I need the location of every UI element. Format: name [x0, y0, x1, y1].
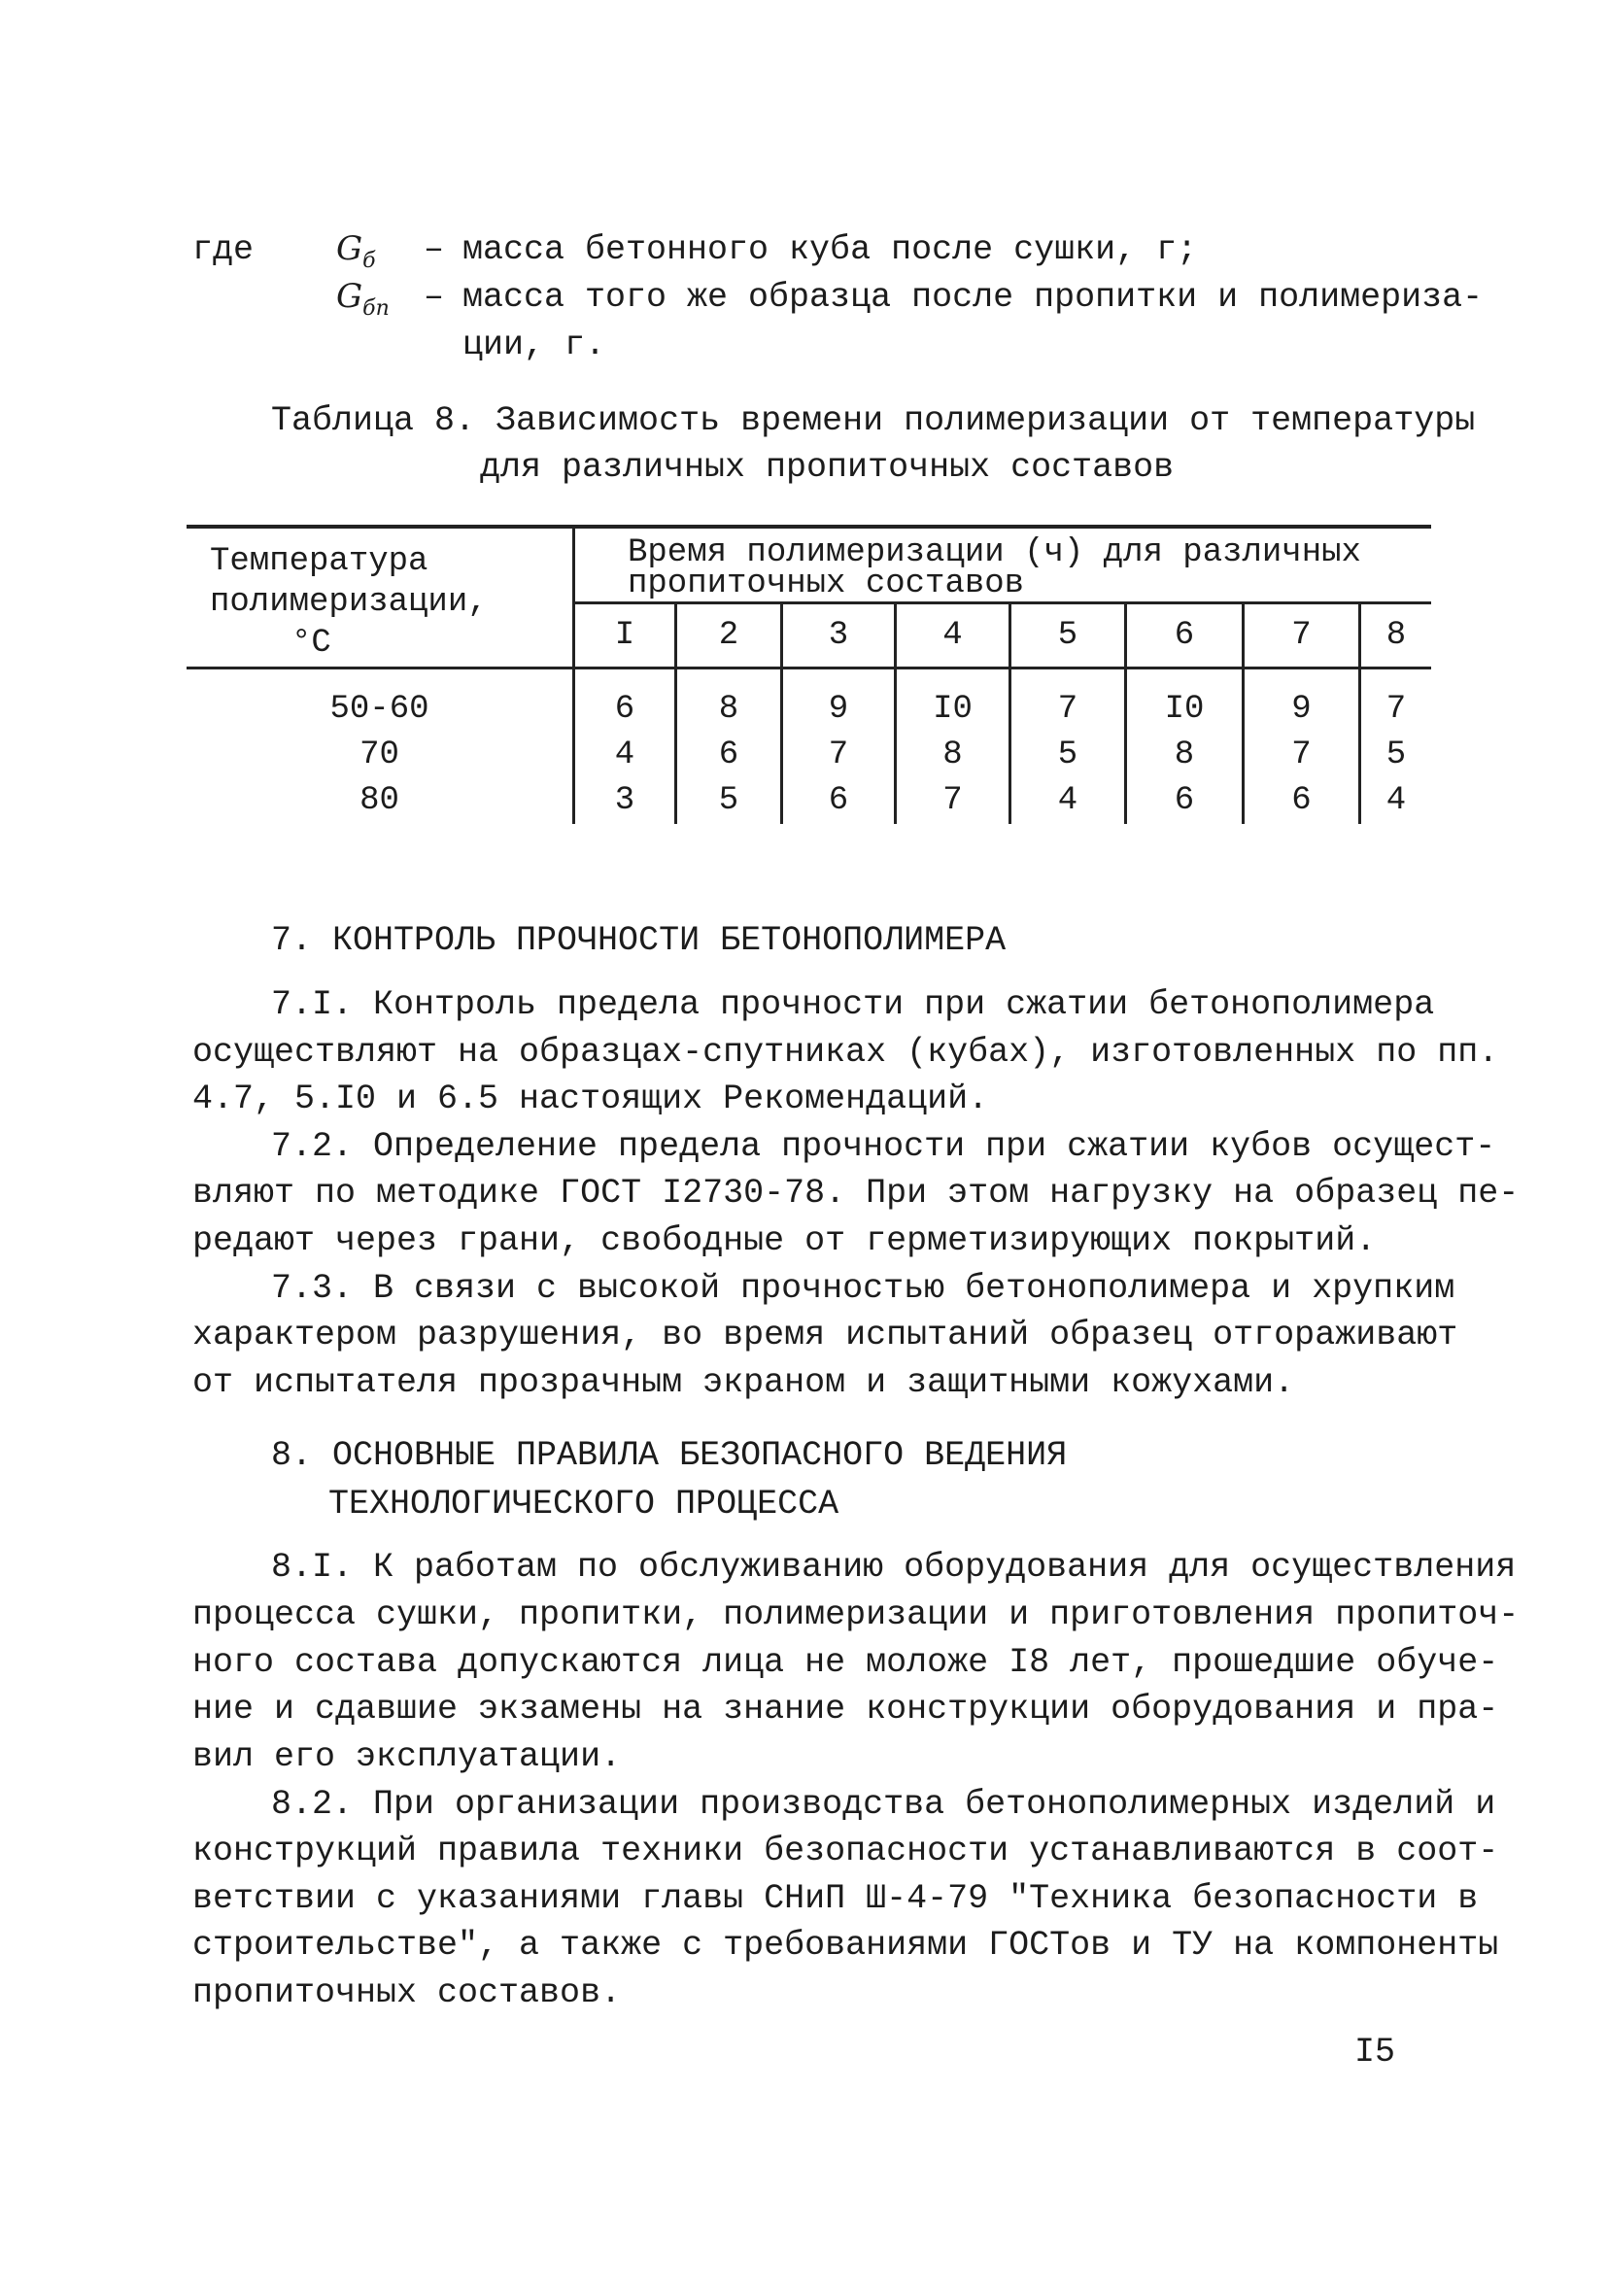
value-cell: 3	[574, 778, 676, 824]
value-cell: 8	[676, 668, 782, 734]
table-8	[187, 528, 1431, 824]
value-cell: 6	[782, 778, 896, 824]
value-cell: 7	[1244, 733, 1360, 778]
table-row	[187, 733, 1431, 778]
p71-line2: осуществляют на образцах-спутниках (кубах), изготовленных по пп.	[192, 1033, 1499, 1072]
p81-line1: 8.I. К работам по обслуживанию оборудования для осуществления	[271, 1548, 1517, 1587]
time-header-line1: Время полимеризации (ч) для различных	[628, 534, 1361, 571]
temperature-header	[187, 528, 574, 668]
symbol-g-bp: $G_{бп}$	[336, 277, 390, 321]
section-7-title: 7. КОНТРОЛЬ ПРОЧНОСТИ БЕТОНОПОЛИМЕРА	[271, 921, 1007, 960]
p72-line2: вляют по методике ГОСТ I2730-78. При этом нагрузку на образец пе-	[192, 1174, 1520, 1213]
p73-line2: характером разрушения, во время испытаний образец отгораживают	[192, 1316, 1458, 1354]
p71-line3: 4.7, 5.I0 и 6.5 настоящих Рекомендаций.	[192, 1079, 989, 1118]
where-label: где	[192, 230, 255, 269]
value-cell: 8	[1126, 733, 1244, 778]
def-text-2: масса того же образца после пропитки и полимериза-	[462, 278, 1484, 317]
section-8-title-line2: ТЕХНОЛОГИЧЕСКОГО ПРОЦЕССА	[328, 1485, 839, 1524]
value-cell: 6	[574, 668, 676, 734]
p82-line2: конструкций правила техники безопасности устанавливаются в соот-	[192, 1832, 1499, 1870]
def-dash-2: –	[424, 278, 445, 317]
column-header: I	[574, 603, 676, 668]
table-row	[187, 778, 1431, 824]
p72-line3: редают через грани, свободные от герметизирующих покрытий.	[192, 1221, 1377, 1260]
p81-line4: ние и сдавшие экзамены на знание конструкции оборудования и пра-	[192, 1690, 1499, 1729]
value-cell: 7	[896, 778, 1010, 824]
p82-line3: ветствии с указаниями главы СНиП Ш-4-79 "Техника безопасности в	[192, 1879, 1479, 1918]
column-header: 3	[782, 603, 896, 668]
p82-line4: строительстве", а также с требованиями ГОСТов и ТУ на компоненты	[192, 1926, 1499, 1965]
value-cell: 4	[574, 733, 676, 778]
p82-line5: пропиточных составов.	[192, 1973, 622, 2012]
temperature-header-line1: Температура	[210, 543, 428, 580]
p73-line1: 7.3. В связи с высокой прочностью бетонополимера и хрупким	[271, 1269, 1455, 1308]
p81-line2: процесса сушки, пропитки, полимеризации и приготовления пропиточ-	[192, 1595, 1520, 1634]
value-cell: 5	[1010, 733, 1126, 778]
value-cell: 9	[1244, 668, 1360, 734]
column-header: 6	[1126, 603, 1244, 668]
value-cell: 9	[782, 668, 896, 734]
value-cell: 7	[1010, 668, 1126, 734]
column-header: 4	[896, 603, 1010, 668]
p81-line5: вил его эксплуатации.	[192, 1737, 622, 1776]
table-row	[187, 668, 1431, 734]
time-header	[574, 528, 1432, 603]
time-header-line2: пропиточных составов	[628, 565, 1025, 602]
p82-line1: 8.2. При организации производства бетонополимерных изделий и	[271, 1785, 1496, 1824]
def-continuation: ции, г.	[462, 326, 606, 364]
value-cell: 4	[1360, 778, 1432, 824]
temperature-header-unit: °С	[291, 625, 331, 662]
value-cell: 6	[1126, 778, 1244, 824]
value-cell: 5	[676, 778, 782, 824]
temp-cell: 70	[359, 737, 399, 773]
page-number: I5	[1354, 2033, 1396, 2072]
value-cell: 7	[782, 733, 896, 778]
value-cell: I0	[896, 668, 1010, 734]
section-8-title-line1: 8. ОСНОВНЫЕ ПРАВИЛА БЕЗОПАСНОГО ВЕДЕНИЯ	[271, 1436, 1068, 1475]
table-caption-line2: для различных пропиточных составов	[480, 448, 1175, 487]
value-cell: 8	[896, 733, 1010, 778]
table-caption-line1: Таблица 8. Зависимость времени полимеризации от температуры	[271, 401, 1476, 440]
value-cell: 7	[1360, 668, 1432, 734]
value-cell: 4	[1010, 778, 1126, 824]
p73-line3: от испытателя прозрачным экраном и защитными кожухами.	[192, 1363, 1295, 1402]
value-cell: 6	[1244, 778, 1360, 824]
def-dash-1: –	[424, 230, 445, 269]
temp-cell: 50-60	[329, 691, 429, 728]
value-cell: 6	[676, 733, 782, 778]
column-header: 8	[1360, 603, 1432, 668]
temperature-header-line2: полимеризации,	[210, 584, 488, 621]
column-header: 2	[676, 603, 782, 668]
temp-cell: 80	[359, 782, 399, 819]
column-header: 7	[1244, 603, 1360, 668]
def-text-1: масса бетонного куба после сушки, г;	[462, 230, 1198, 269]
p72-line1: 7.2. Определение предела прочности при сжатии кубов осущест-	[271, 1127, 1496, 1166]
value-cell: 5	[1360, 733, 1432, 778]
column-header: 5	[1010, 603, 1126, 668]
p71-line1: 7.I. Контроль предела прочности при сжатии бетонополимера	[271, 985, 1435, 1024]
value-cell: I0	[1126, 668, 1244, 734]
symbol-g-b: $G_б$	[336, 229, 376, 273]
p81-line3: ного состава допускаются лица не моложе I8 лет, прошедшие обуче-	[192, 1643, 1499, 1682]
